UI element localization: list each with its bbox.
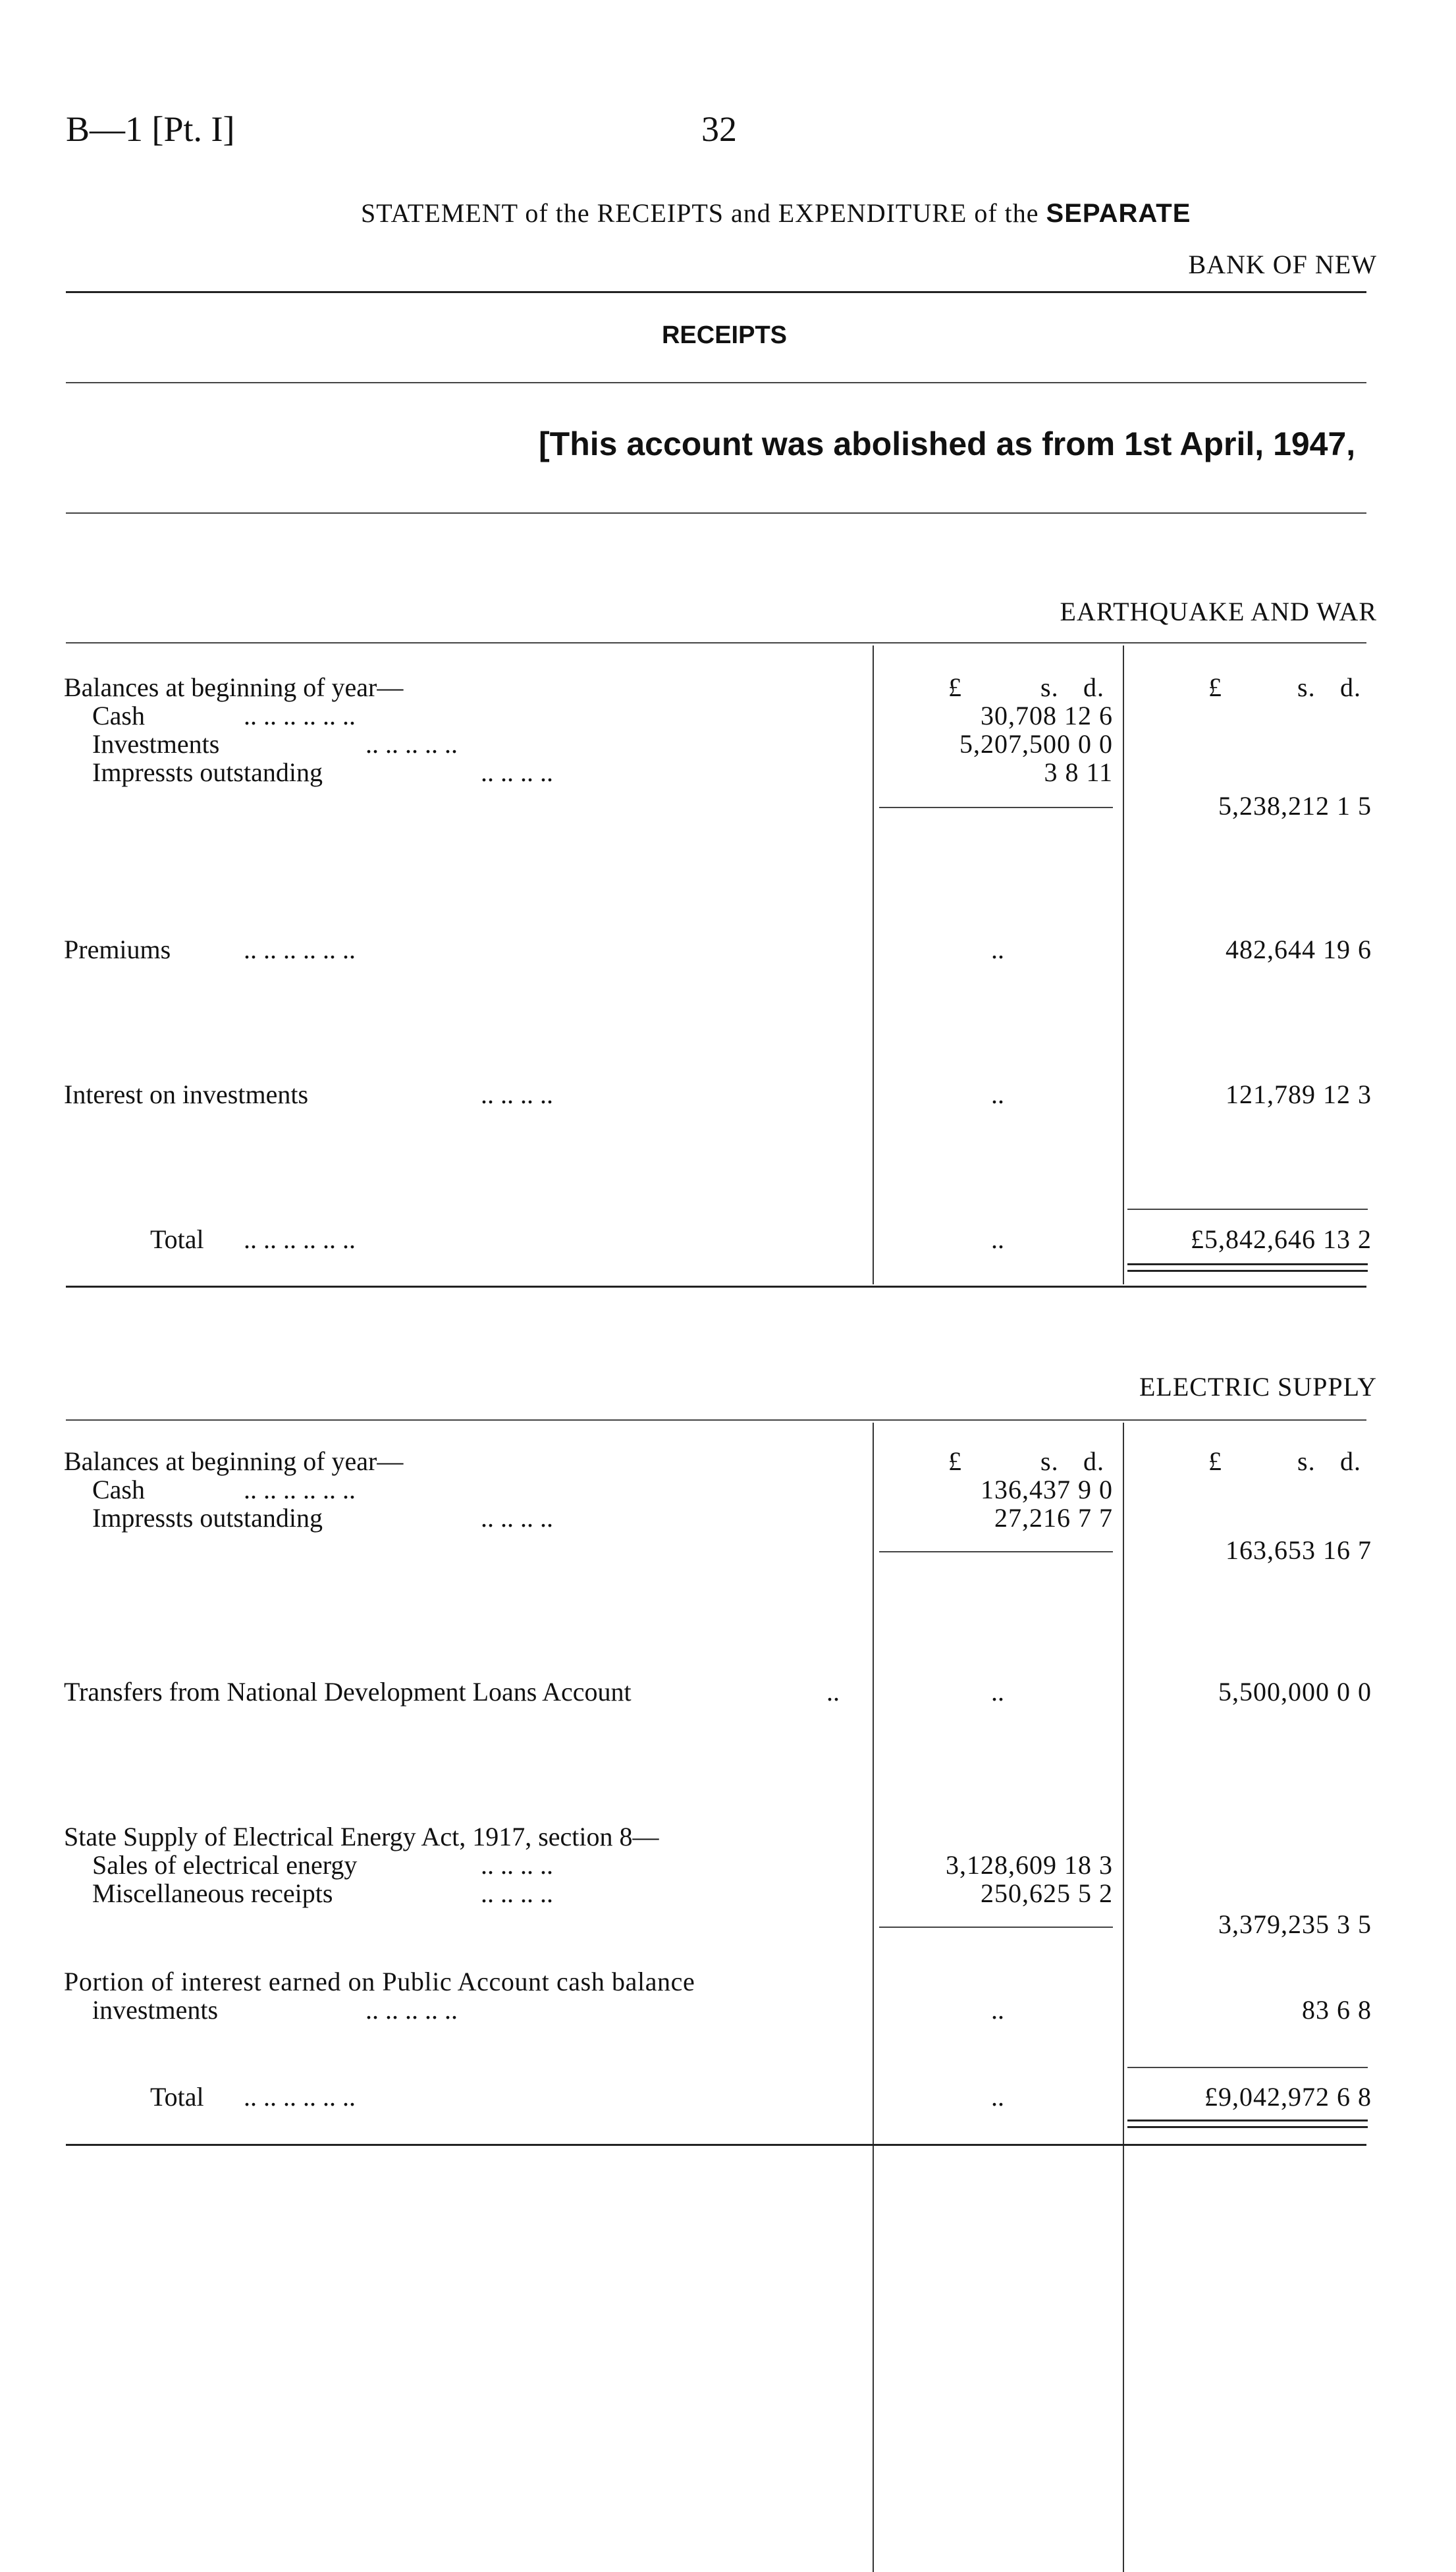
eq-premiums-leader: .. .. .. .. .. .. (244, 935, 356, 964)
el-imprests-value: 27,216 7 7 (994, 1503, 1113, 1533)
eq-total-rule-above (1127, 1209, 1368, 1210)
receipts-rule (66, 382, 1366, 383)
electric-title: ELECTRIC SUPPLY (1139, 1372, 1377, 1402)
earthquake-col-divider-2 (1123, 645, 1124, 1284)
electric-col-divider-1 (873, 1423, 874, 2572)
el-total-rule-below-2 (1127, 2126, 1368, 2128)
eq-total-value: £5,842,646 13 2 (1191, 1224, 1372, 1254)
eq-premiums-value: 482,644 19 6 (1226, 935, 1372, 964)
statement-title (361, 198, 1191, 229)
statement-subtitle: BANK OF NEW (1188, 250, 1377, 279)
eq-subtotal-rule (879, 807, 1113, 808)
el-cash-value: 136,437 9 0 (981, 1475, 1113, 1504)
eq-unit-shillings-1: s. (1040, 672, 1059, 702)
el-misc-label: Miscellaneous receipts (92, 1878, 333, 1908)
el-unit-pounds-2: £ (1208, 1446, 1222, 1476)
el-imprests-label: Impressts outstanding (92, 1503, 323, 1533)
el-unit-shillings-2: s. (1297, 1446, 1316, 1476)
el-balances-total: 163,653 16 7 (1226, 1535, 1372, 1565)
electric-col-divider-2 (1123, 1423, 1124, 2572)
el-total-rule-below-1 (1127, 2120, 1368, 2121)
el-state-supply-label: State Supply of Electrical Energy Act, 1917, section 8— (64, 1822, 659, 1851)
eq-cash-value: 30,708 12 6 (981, 701, 1113, 730)
eq-total-rule-below-2 (1127, 1270, 1368, 1272)
eq-total-label: Total (150, 1224, 204, 1254)
earthquake-title: EARTHQUAKE AND WAR (1060, 597, 1377, 626)
el-misc-value: 250,625 5 2 (981, 1878, 1113, 1908)
eq-interest-mid-leader: .. (991, 1080, 1004, 1109)
el-transfers-label: Transfers from National Development Loans Account (64, 1677, 632, 1707)
el-transfers-mid-leader: .. (991, 1677, 1004, 1707)
el-sales-label: Sales of electrical energy (92, 1850, 358, 1880)
eq-unit-pence-1: d. (1083, 672, 1104, 702)
el-state-supply-subtotal-rule (879, 1927, 1113, 1928)
eq-imprests-label: Impressts outstanding (92, 757, 323, 787)
eq-premiums-mid-leader: .. (991, 935, 1004, 964)
eq-unit-shillings-2: s. (1297, 672, 1316, 702)
eq-total-leader: .. .. .. .. .. .. (244, 1224, 356, 1254)
el-portion-label-2: investments (92, 1995, 219, 2025)
eq-investments-label: Investments (92, 729, 220, 759)
abolished-notice: [This account was abolished as from 1st April, 1947, (539, 425, 1356, 462)
electric-bottom-rule (66, 2144, 1366, 2146)
el-total-leader: .. .. .. .. .. .. (244, 2082, 356, 2112)
eq-balances-label: Balances at beginning of year— (64, 672, 404, 702)
el-portion-label-1: Portion of interest earned on Public Account cash balance (64, 1967, 695, 1996)
eq-premiums-label: Premiums (64, 935, 171, 964)
eq-interest-leader: .. .. .. .. (481, 1080, 553, 1109)
eq-investments-value: 5,207,500 0 0 (959, 729, 1113, 759)
eq-cash-leader: .. .. .. .. .. .. (244, 701, 356, 730)
notice-rule (66, 512, 1366, 514)
el-unit-pounds-1: £ (948, 1446, 962, 1476)
el-balances-label: Balances at beginning of year— (64, 1446, 404, 1476)
eq-total-rule-below-1 (1127, 1263, 1368, 1265)
eq-total-mid-leader: .. (991, 1224, 1004, 1254)
el-unit-pence-1: d. (1083, 1446, 1104, 1476)
el-portion-value: 83 6 8 (1302, 1995, 1372, 2025)
el-total-value: £9,042,972 6 8 (1204, 2082, 1372, 2112)
header-rule (66, 291, 1366, 293)
eq-cash-label: Cash (92, 701, 145, 730)
statement-title-text: STATEMENT of the RECEIPTS and EXPENDITURE of the (361, 198, 1039, 228)
earthquake-col-divider-1 (873, 645, 874, 1284)
statement-title-bold: SEPARATE (1046, 199, 1191, 228)
page-number: 32 (701, 109, 737, 149)
eq-investments-leader: .. .. .. .. .. (365, 729, 458, 759)
eq-interest-label: Interest on investments (64, 1080, 309, 1109)
el-total-label: Total (150, 2082, 204, 2112)
el-transfers-leader: .. (826, 1677, 840, 1707)
receipts-heading: RECEIPTS (661, 321, 788, 349)
el-transfers-value: 5,500,000 0 0 (1218, 1677, 1372, 1707)
el-cash-label: Cash (92, 1475, 145, 1504)
el-total-mid-leader: .. (991, 2082, 1004, 2112)
el-state-supply-total: 3,379,235 3 5 (1218, 1909, 1372, 1939)
eq-unit-pence-2: d. (1340, 672, 1361, 702)
el-cash-leader: .. .. .. .. .. .. (244, 1475, 356, 1504)
electric-top-rule (66, 1419, 1366, 1421)
eq-balances-total: 5,238,212 1 5 (1218, 791, 1372, 821)
eq-interest-value: 121,789 12 3 (1226, 1080, 1372, 1109)
eq-unit-pounds-2: £ (1208, 672, 1222, 702)
page-reference: B—1 [Pt. I] (66, 109, 235, 149)
earthquake-bottom-rule (66, 1286, 1366, 1288)
el-unit-pence-2: d. (1340, 1446, 1361, 1476)
el-portion-leader: .. .. .. .. .. (365, 1995, 458, 2025)
earthquake-top-rule (66, 642, 1366, 643)
el-total-rule-above (1127, 2067, 1368, 2068)
el-sales-value: 3,128,609 18 3 (946, 1850, 1113, 1880)
eq-imprests-leader: .. .. .. .. (481, 757, 553, 787)
eq-unit-pounds-1: £ (948, 672, 962, 702)
el-balances-subtotal-rule (879, 1551, 1113, 1552)
eq-imprests-value: 3 8 11 (1044, 757, 1113, 787)
el-misc-leader: .. .. .. .. (481, 1878, 553, 1908)
el-portion-mid-leader: .. (991, 1995, 1004, 2025)
el-sales-leader: .. .. .. .. (481, 1850, 553, 1880)
el-unit-shillings-1: s. (1040, 1446, 1059, 1476)
el-imprests-leader: .. .. .. .. (481, 1503, 553, 1533)
